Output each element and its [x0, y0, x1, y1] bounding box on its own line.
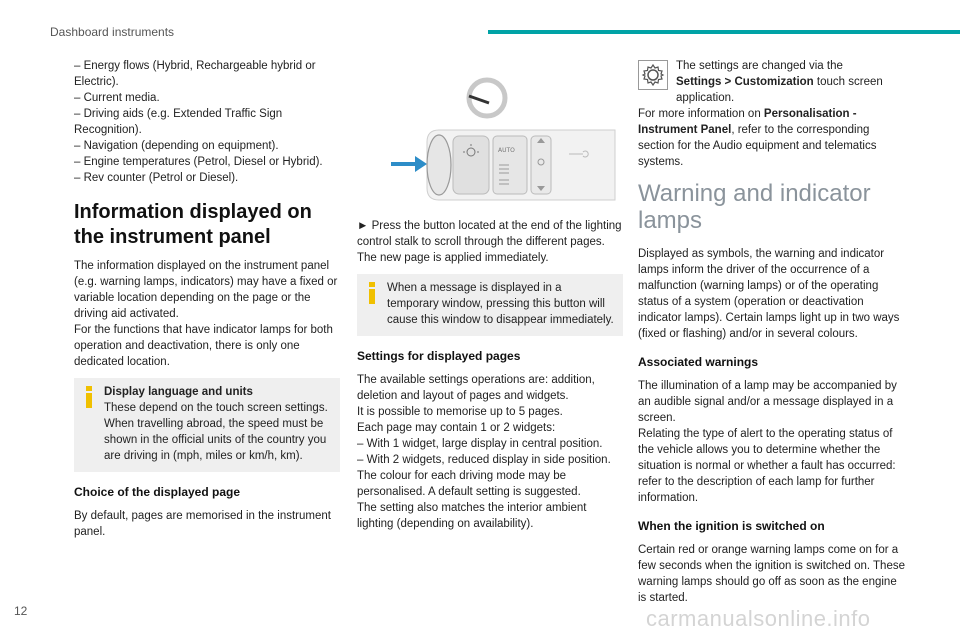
lighting-stalk-illustration: [357, 60, 617, 210]
list-item: – Current media.: [74, 92, 160, 104]
auto-label: AUTO: [498, 147, 515, 154]
paragraph: Certain red or orange warning lamps come on for a few seconds when the ignition is switched on. These warning lamps should go off as soon as the engine is started.: [638, 544, 905, 604]
page-number: 12: [14, 604, 28, 618]
column-2: [357, 58, 623, 532]
watermark: carmanualsonline.info: [646, 606, 871, 631]
paragraph: Displayed as symbols, the warning and indicator lamps inform the driver of the occurrence of a malfunction (warning lamps) or of the operating status of a system (operation or deactivation indicator lamps). Certain lamps light up in two ways (fixed or flashing) and/or in several colours.: [638, 248, 900, 340]
column-3: [638, 58, 906, 606]
column-1: [74, 58, 340, 540]
list-item: – Engine temperatures (Petrol, Diesel or Hybrid).: [74, 156, 323, 168]
gear-icon: [638, 60, 668, 90]
paragraph: The colour for each driving mode may be personalised. A default setting is suggested.: [357, 470, 581, 498]
subheading: When the ignition is switched on: [638, 519, 825, 533]
list-item: – With 2 widgets, reduced display in side position.: [357, 454, 611, 466]
subheading: Settings for displayed pages: [357, 349, 521, 363]
note-text: When travelling abroad, the speed must be shown in the official units of the country you are driving in (mph, miles or km/h, km).: [104, 418, 327, 462]
note-title: Display language and units: [104, 386, 253, 398]
lighting-stalk-svg: [357, 60, 617, 210]
more-info-prefix: For more information on: [638, 108, 761, 120]
paragraph: Relating the type of alert to the operating status of the vehicle allows you to determine whether the situation is normal or whether a fault has occurred: refer to the description of each lamp for further information.: [638, 428, 896, 504]
note-box: [357, 274, 623, 336]
header-accent-bar: [488, 30, 960, 34]
settings-info: [638, 58, 906, 106]
list-item: – Driving aids (e.g. Extended Traffic Sign Recognition).: [74, 108, 283, 136]
list-item: – Rev counter (Petrol or Diesel).: [74, 172, 239, 184]
paragraph: By default, pages are memorised in the instrument panel.: [74, 510, 331, 538]
paragraph: For the functions that have indicator lamps for both operation and deactivation, there is only one dedicated location.: [74, 324, 333, 368]
section-heading: Information displayed on the instrument panel: [74, 201, 312, 248]
paragraph: The information displayed on the instrument panel (e.g. warning lamps, indicators) may have a fixed or variable location depending on the page or the driving aid activated.: [74, 260, 338, 320]
info-icon: [365, 282, 379, 304]
settings-intro: The settings are changed via the: [676, 60, 843, 72]
info-icon: [82, 386, 96, 408]
settings-path: Settings > Customization: [676, 76, 814, 88]
running-header: Dashboard instruments: [50, 25, 175, 39]
note-text: When a message is displayed in a temporary window, pressing this button will cause this window to disappear immediately.: [387, 282, 614, 326]
more-info-topic: Personalisation - Instrument Panel: [638, 108, 857, 136]
paragraph: The new page is applied immediately.: [357, 252, 549, 264]
paragraph: The setting also matches the interior ambient lighting (depending on availability).: [357, 502, 587, 530]
instruction: ► Press the button located at the end of the lighting control stalk to scroll through the different pages.: [357, 220, 622, 248]
paragraph: The available settings operations are: addition, deletion and layout of pages and widgets.: [357, 374, 595, 402]
more-info-rest: , refer to the corresponding section for the Audio equipment and telematics systems.: [638, 124, 877, 168]
settings-rest: touch screen application.: [676, 76, 883, 104]
note-text: These depend on the touch screen settings.: [104, 402, 328, 414]
subheading: Associated warnings: [638, 355, 759, 369]
list-item: – With 1 widget, large display in central position.: [357, 438, 603, 450]
paragraph: Each page may contain 1 or 2 widgets:: [357, 422, 556, 434]
paragraph: It is possible to memorise up to 5 pages.: [357, 406, 563, 418]
note-box: [74, 378, 340, 472]
arrow-icon: [391, 156, 427, 172]
paragraph: The illumination of a lamp may be accompanied by an audible signal and/or a message displayed in a screen.: [638, 380, 897, 424]
subheading: Choice of the displayed page: [74, 485, 241, 499]
list-item: – Navigation (depending on equipment).: [74, 140, 279, 152]
section-title: Warning and indicator lamps: [638, 180, 871, 234]
list-item: – Energy flows (Hybrid, Rechargeable hybrid or Electric).: [74, 60, 316, 88]
